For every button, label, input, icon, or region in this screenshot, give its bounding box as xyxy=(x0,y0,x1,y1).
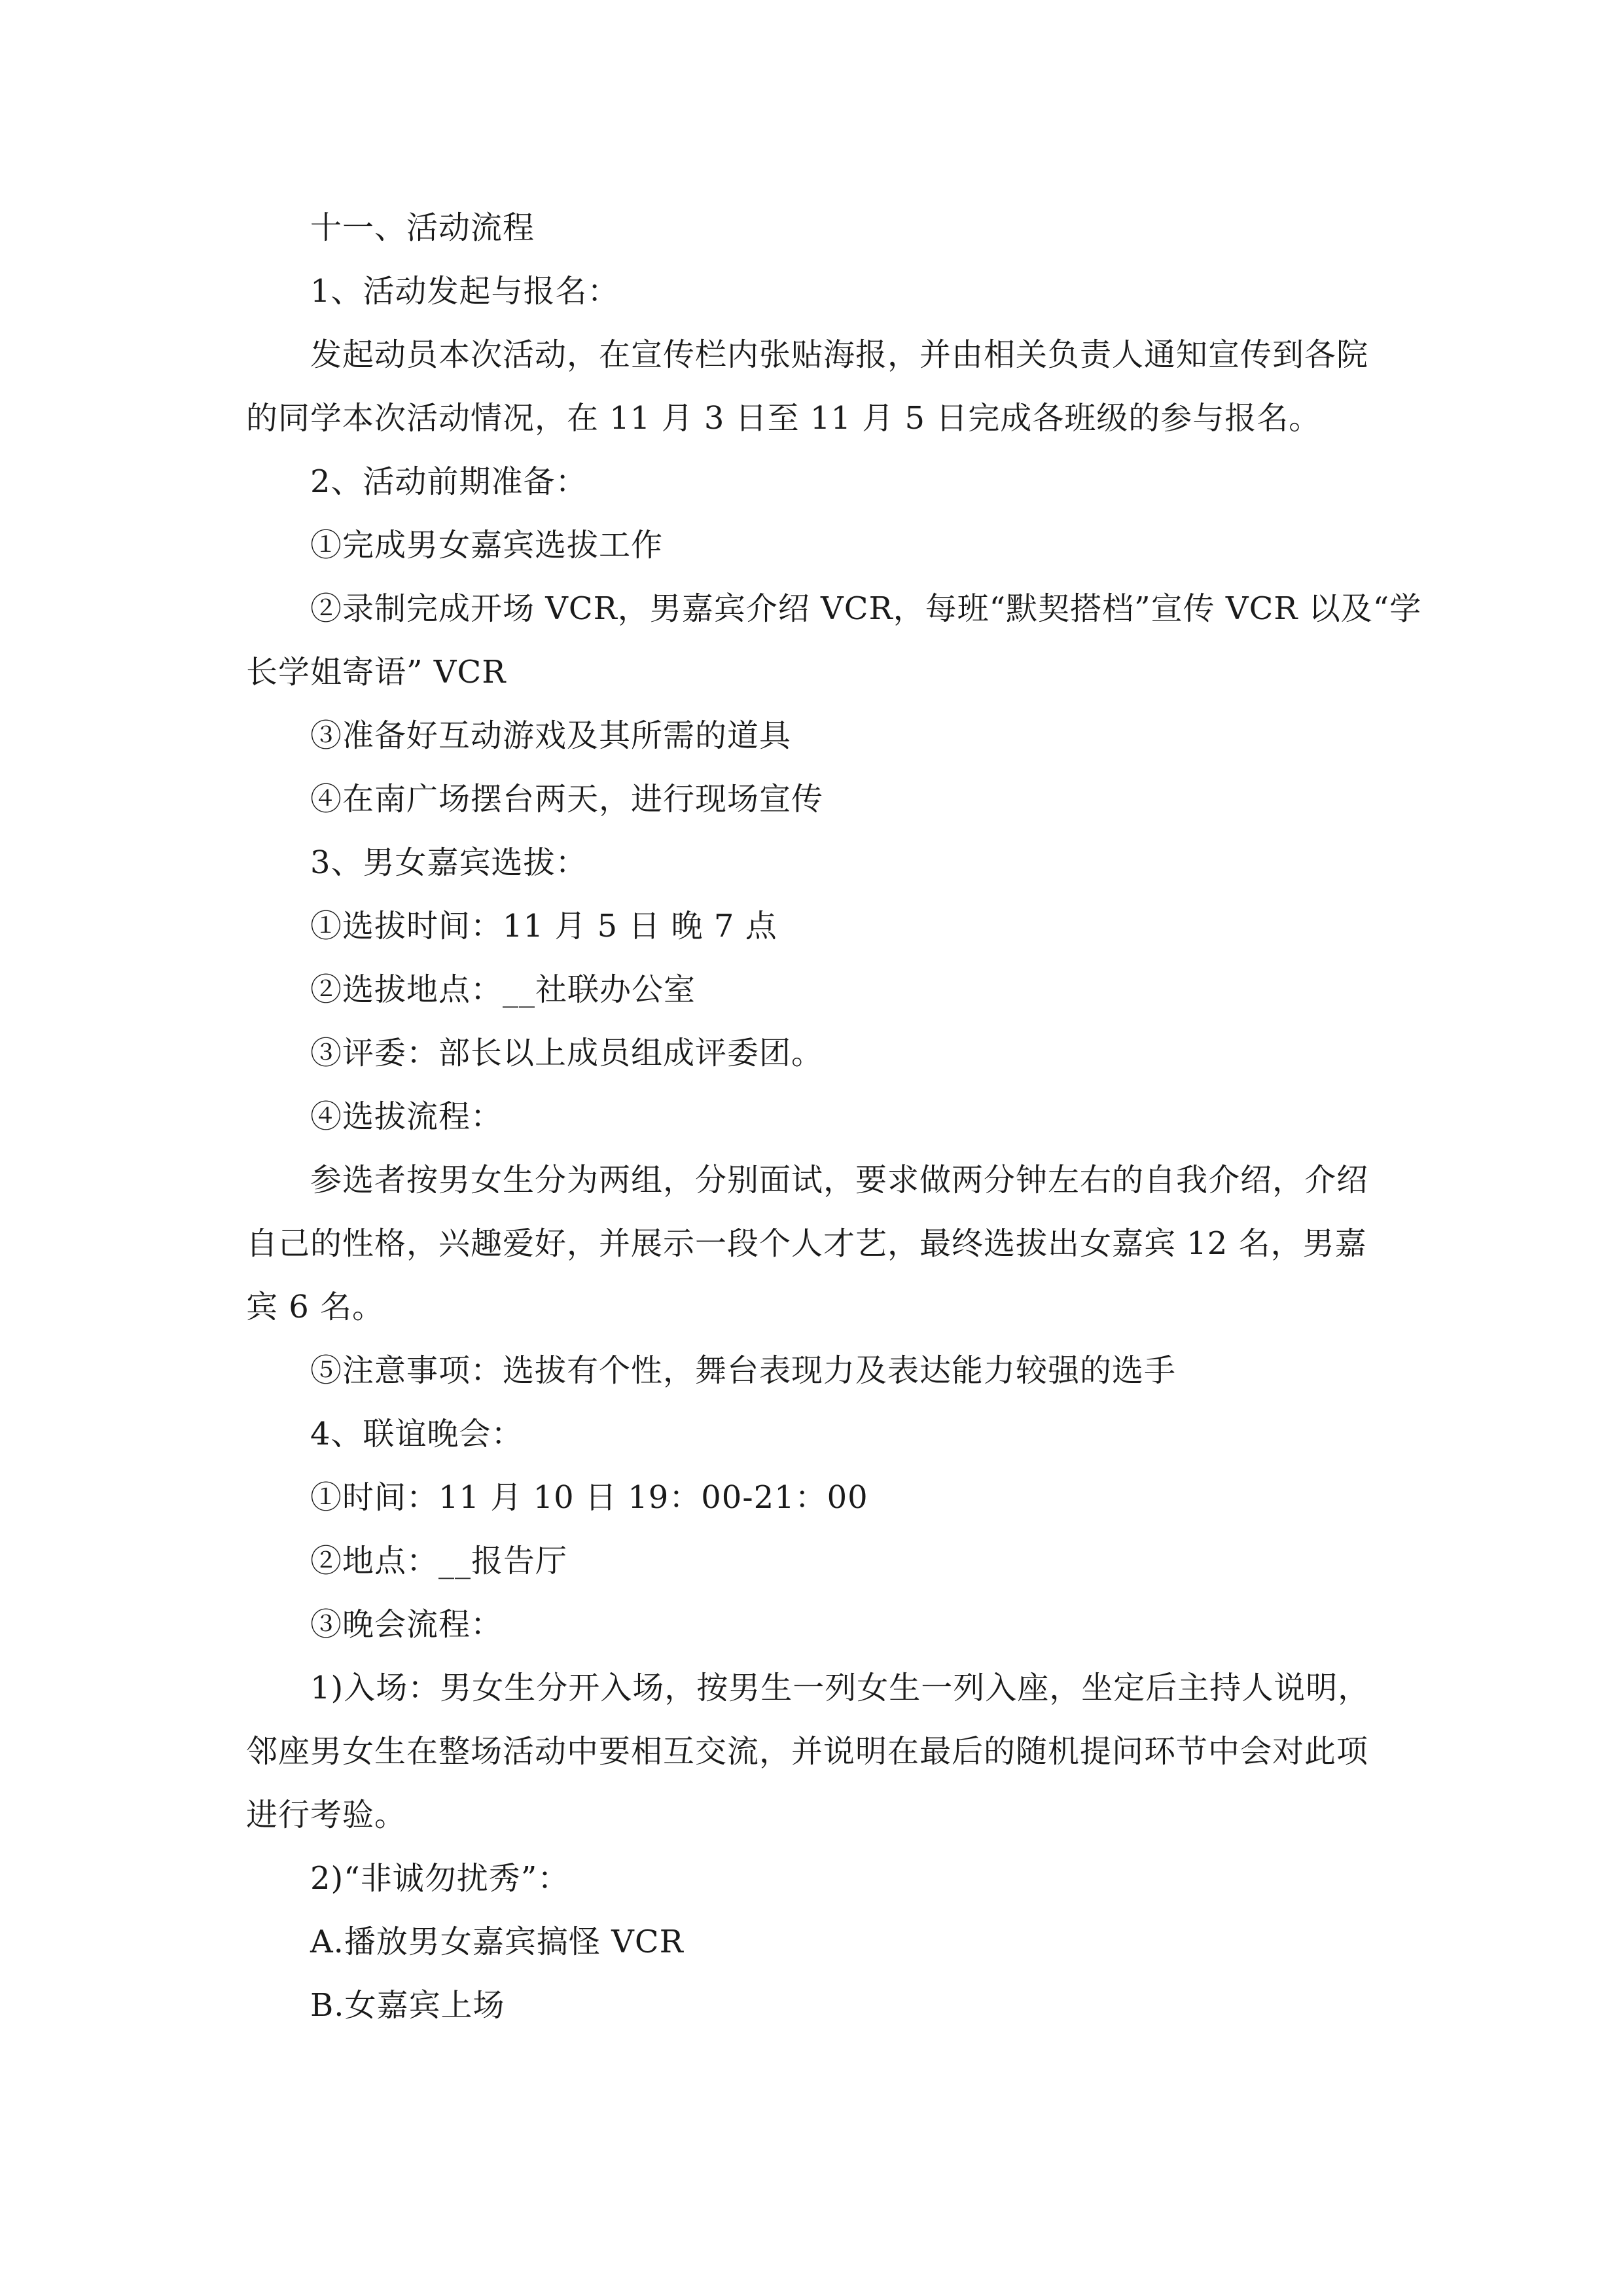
paragraph-line: 发起动员本次活动，在宣传栏内张贴海报，并由相关负责人通知宣传到各院 xyxy=(310,336,1369,373)
list-item: 2)“非诚勿扰秀”： xyxy=(310,1860,570,1897)
paragraph-line: 的同学本次活动情况，在 11 月 3 日至 11 月 5 日完成各班级的参与报名。 xyxy=(246,400,1321,437)
list-item: A.播放男女嘉宾搞怪 VCR xyxy=(310,1924,684,1960)
subsection-heading: 4、联谊晚会： xyxy=(310,1416,524,1452)
subsection-heading: 2、活动前期准备： xyxy=(310,463,588,500)
list-item: ①时间：11 月 10 日 19：00-21：00 xyxy=(310,1479,868,1516)
list-item: ④在南广场摆台两天，进行现场宣传 xyxy=(310,781,824,817)
paragraph-line: 进行考验。 xyxy=(246,1797,407,1833)
list-item: ①完成男女嘉宾选拔工作 xyxy=(310,527,664,564)
subsection-heading: 1、活动发起与报名： xyxy=(310,273,620,310)
list-item-continuation: 长学姐寄语” VCR xyxy=(246,654,507,691)
list-item: ②录制完成开场 VCR，男嘉宾介绍 VCR，每班“默契搭档”宣传 VCR 以及“学 xyxy=(310,590,1422,627)
list-item: ①选拔时间：11 月 5 日 晚 7 点 xyxy=(310,908,777,944)
document-body xyxy=(246,196,1422,2037)
list-item: ③评委：部长以上成员组成评委团。 xyxy=(310,1035,824,1071)
list-item: ②地点：__报告厅 xyxy=(310,1543,568,1579)
paragraph-line: 参选者按男女生分为两组，分别面试，要求做两分钟左右的自我介绍，介绍 xyxy=(310,1162,1369,1198)
list-item: ②选拔地点：__社联办公室 xyxy=(310,971,696,1008)
subsection-heading: 3、男女嘉宾选拔： xyxy=(310,844,588,881)
list-item: ④选拔流程： xyxy=(310,1098,503,1135)
paragraph-line: 邻座男女生在整场活动中要相互交流，并说明在最后的随机提问环节中会对此项 xyxy=(246,1733,1369,1770)
paragraph-line: 1)入场：男女生分开入场，按男生一列女生一列入座，坐定后主持人说明， xyxy=(310,1670,1370,1706)
list-item: ③晚会流程： xyxy=(310,1606,503,1643)
paragraph-line: 宾 6 名。 xyxy=(246,1289,385,1325)
paragraph-line: 自己的性格，兴趣爱好，并展示一段个人才艺，最终选拔出女嘉宾 12 名，男嘉 xyxy=(246,1225,1367,1262)
section-heading: 十一、活动流程 xyxy=(310,209,535,246)
list-item: B.女嘉宾上场 xyxy=(310,1987,505,2024)
list-item: ③准备好互动游戏及其所需的道具 xyxy=(310,717,792,754)
list-item: ⑤注意事项：选拔有个性，舞台表现力及表达能力较强的选手 xyxy=(310,1352,1177,1389)
